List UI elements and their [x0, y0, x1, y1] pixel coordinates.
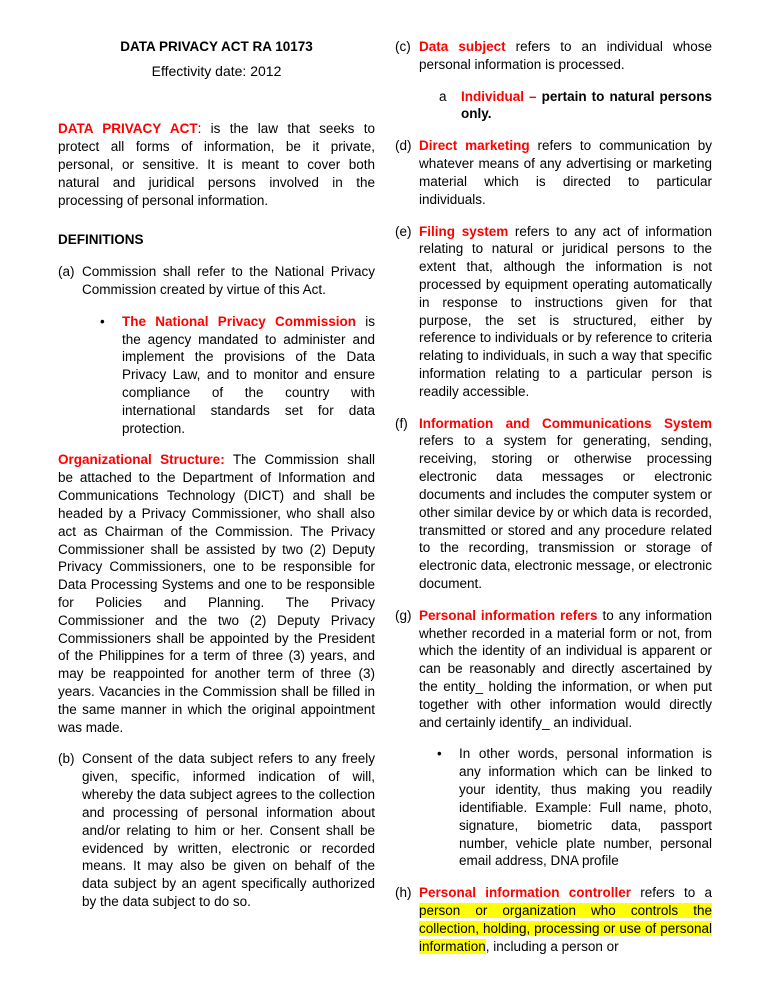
text-run: Effectivity date: 2012	[151, 62, 282, 79]
text-run: DEFINITIONS	[58, 232, 144, 248]
text-run: : is the law that seeks to protect all forms of information, be it private, personal, or sensitive. It is meant to cover both natural and juridical persons involved in the processing of personal information.	[58, 121, 375, 208]
text-run: refers to a	[631, 885, 713, 901]
text-run: to any information whether recorded in a material form or not, from which the identity of an individual is apparent or can be reasonably and directly ascertained by the entity_ holding the information, or when put together with other information would directly and certainly identify_ an individual.	[419, 607, 712, 730]
organizational-structure-paragraph	[58, 451, 375, 736]
item-label: (c)	[395, 39, 411, 54]
item-label: (b)	[58, 751, 75, 767]
definition-item-b	[58, 750, 375, 910]
item-body	[419, 415, 712, 593]
definition-item-g-bullet	[437, 745, 712, 870]
definition-item-c-sub-a	[439, 88, 712, 124]
text-run: Filing system	[419, 223, 509, 239]
text-run: DATA PRIVACY ACT RA 10173	[120, 39, 313, 54]
text-run: , including a person or	[485, 938, 619, 954]
two-column-layout	[58, 38, 712, 969]
definition-item-g	[395, 607, 712, 732]
item-label: (f)	[395, 415, 408, 431]
text-run: Organizational Structure:	[58, 452, 225, 468]
item-label: (a)	[58, 264, 75, 280]
definition-item-h	[395, 884, 712, 955]
text-run: refers to an individual whose personal information is processed.	[419, 39, 712, 72]
item-body	[419, 137, 712, 208]
definition-item-d	[395, 137, 712, 208]
text-run: refers to a system for generating, sending, receiving, storing or otherwise processing electronic data messages or electronic documents and includes the computer system or other similar device by or which data is recorded, transmitted or stored and any procedure related to the recording, transmission or storage of electronic data, electronic message, or electronic document.	[419, 433, 712, 591]
item-body	[419, 38, 712, 74]
document-subtitle	[58, 62, 375, 80]
text-run: DATA PRIVACY ACT	[58, 121, 198, 137]
text-run: is the agency mandated to administer and implement the provisions of the Data Privacy Law, and to monitor and ensure compliance of the country with international standards set for data protection.	[122, 313, 375, 436]
intro-paragraph	[58, 120, 375, 209]
text-run: Direct marketing	[419, 138, 530, 154]
text-run: Personal information controller	[419, 885, 632, 901]
right-column	[395, 38, 712, 969]
text-run: refers to any act of information relating to natural or juridical persons to the extent that, although the information is not processed by equipment operating automatically in response to instructions given for that purpose, the set is structured, either by reference to individuals or by reference to criteria relating to individuals, in such a way that specific information relating to a particular person is readily accessible.	[419, 223, 712, 399]
text-run: The National Privacy Commission	[122, 313, 357, 329]
item-body	[419, 607, 712, 732]
text-run: pertain to natural persons only.	[461, 88, 713, 122]
item-body	[419, 223, 712, 401]
text-run: Commission shall refer to the National Privacy Commission created by virtue of this Act.	[82, 264, 375, 297]
item-body	[82, 750, 375, 910]
text-run: Information and Communications System	[419, 415, 712, 431]
item-label: (h)	[395, 885, 412, 901]
bullet-body	[459, 745, 712, 870]
bullet-icon: •	[437, 746, 442, 762]
item-label: (d)	[395, 138, 412, 154]
document-title	[58, 38, 375, 56]
bullet-body	[122, 313, 375, 438]
text-run: person or organization who controls the collection, holding, processing or use of personal information	[419, 902, 712, 954]
text-run: In other words, personal information is any information which can be linked to your identity, thus making you readily identifiable. Example: Full name, photo, signature, biometric data, passport number, vehicle plate number, personal email address, DNA profile	[459, 746, 712, 869]
text-run: Personal information refers	[419, 607, 598, 623]
definition-item-f	[395, 415, 712, 593]
bullet-icon: •	[100, 313, 105, 329]
item-label: (e)	[395, 223, 412, 239]
text-run: The Commission shall be attached to the Department of Information and Communications Technology (DICT) and shall be headed by a Privacy Commissioner, who shall also act as Chairman of the Commission. The Privacy Commissioner shall be assisted by two (2) Deputy Privacy Commissioners, one to be responsible for Data Processing Systems and one to be responsible for Policies and Planning. The Privacy Commissioner and the two (2) Deputy Privacy Commissioners shall be appointed by the President of the Philippines for a term of three (3) years, and may be reappointed for another term of three (3) years. Vacancies in the Commission shall be filled in the same manner in which the original appointment was made.	[58, 452, 375, 735]
item-label: (g)	[395, 607, 412, 623]
item-body	[461, 88, 712, 124]
definition-item-e	[395, 223, 712, 401]
definition-item-c	[395, 38, 712, 74]
definitions-heading	[58, 231, 375, 249]
item-label: a	[439, 88, 447, 104]
left-column	[58, 38, 375, 969]
text-run: refers to communication by whatever means of any advertising or marketing material which is directed to particular individuals.	[419, 138, 712, 207]
definition-item-a	[58, 263, 375, 299]
text-run: Individual –	[461, 88, 542, 104]
definition-item-a-bullet	[100, 313, 375, 438]
item-body	[419, 884, 712, 955]
text-run: Consent of the data subject refers to any freely given, specific, informed indication of will, whereby the data subject agrees to the collection and processing of personal information about and/or relating to him or her. Consent shall be evidenced by written, electronic or recorded means. It may also be given on behalf of the data subject by an agent specifically authorized by the data subject to do so.	[82, 751, 375, 909]
item-body	[82, 263, 375, 299]
text-run: Data subject	[419, 39, 506, 54]
